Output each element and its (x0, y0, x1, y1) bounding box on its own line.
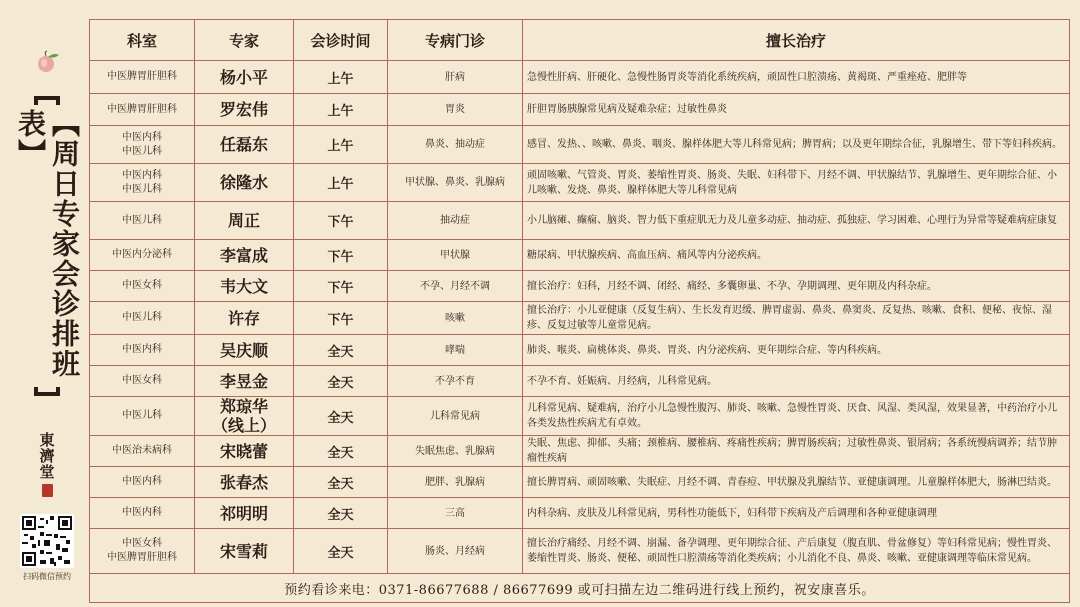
left-panel (0, 0, 88, 607)
specialty-cell: 擅长脾胃病、顽固咳嗽、失眠症、月经不调、青春痘、甲状腺及乳腺结节、亚健康调理。儿童腺样体肥大，肠淋巴结炎。 (523, 467, 1070, 498)
specialty-cell: 糖尿病、甲状腺疾病、高血压病、痛风等内分泌疾病。 (523, 240, 1070, 271)
booking-footer: 预约看诊来电：0371-86677688 / 86677699 或可扫描左边二维码进行线上预约，祝安康喜乐。 (90, 574, 1070, 603)
doctor-name-cell: 罗宏伟 (195, 94, 294, 126)
vertical-title (14, 96, 81, 396)
doctor-name-cell: 杨小平 (195, 61, 294, 94)
specialty-cell: 擅长治疗痛经、月经不调、崩漏、备孕调理、更年期综合征、产后康复（腹直肌、骨盆修复）等妇科常见病；慢性胃炎、萎缩性胃炎、肠炎、便秘、顽固性口腔溃疡等消化类疾病；小儿消化不良、鼻炎、咳嗽、亚健康调理等临床常见病。 (523, 529, 1070, 574)
specialty-cell: 急慢性肝病、肝硬化、急慢性肠胃炎等消化系统疾病，顽固性口腔溃疡、黄褐斑、严重痤疮、肥胖等 (523, 61, 1070, 94)
table-row (90, 240, 1070, 271)
consult-time-cell: 全天 (294, 498, 388, 529)
clinic-cell: 哮喘 (388, 335, 523, 366)
doctor-name-cell: 周正 (195, 202, 294, 240)
department-cell: 中医女科 (90, 271, 195, 302)
consult-time-cell: 全天 (294, 467, 388, 498)
doctor-name-cell: 任磊东 (195, 126, 294, 164)
footer-row (90, 574, 1070, 603)
consult-time-cell: 全天 (294, 397, 388, 436)
clinic-cell: 不孕、月经不调 (388, 271, 523, 302)
clinic-cell: 胃炎 (388, 94, 523, 126)
consult-time-cell: 上午 (294, 94, 388, 126)
table-row (90, 126, 1070, 164)
specialty-cell: 儿科常见病、疑难病，治疗小儿急慢性腹泻、肺炎、咳嗽、急慢性胃炎、厌食、风湿、类风湿，效果显著，中药治疗小儿各类发热性疾病尤有卓效。 (523, 397, 1070, 436)
department-cell: 中医儿科 (90, 302, 195, 335)
peach-icon (34, 50, 60, 74)
specialty-cell: 感冒、发热、、咳嗽、鼻炎、咽炎、腺样体肥大等儿科常见病；脾胃病；以及更年期综合征，乳腺增生、带下等妇科疾病。 (523, 126, 1070, 164)
department-cell: 中医脾胃肝胆科 (90, 61, 195, 94)
consult-time-cell: 全天 (294, 335, 388, 366)
department-cell: 中医儿科 (90, 397, 195, 436)
consult-time-cell: 下午 (294, 271, 388, 302)
doctor-name-cell: 张春杰 (195, 467, 294, 498)
department-cell: 中医内科 中医儿科 (90, 126, 195, 164)
specialty-cell: 内科杂病、皮肤及儿科常见病，男科性功能低下，妇科带下疾病及产后调理和各种亚健康调理 (523, 498, 1070, 529)
consult-time-cell: 上午 (294, 126, 388, 164)
doctor-name-cell: 宋雪莉 (195, 529, 294, 574)
table-row (90, 61, 1070, 94)
page-title: 【周日专家会诊排班表】 (14, 108, 81, 379)
department-cell: 中医治未病科 (90, 436, 195, 467)
header-clinic: 专病门诊 (388, 20, 523, 61)
brand-name: 東濟堂 (37, 432, 56, 480)
specialty-cell: 小儿脑瘫、癫痫、脑炎、智力低下重症肌无力及儿童多动症、抽动症、孤独症、学习困难、心理行为异常等疑难病症康复 (523, 202, 1070, 240)
doctor-name-cell: 徐隆水 (195, 164, 294, 202)
table-row (90, 397, 1070, 436)
header-doctor: 专家 (195, 20, 294, 61)
specialty-cell: 顽固咳嗽、气管炎、胃炎、萎缩性胃炎、肠炎、失眠、妇科带下、月经不调、甲状腺结节、乳腺增生、更年期综合征、小儿咳嗽、发烧、鼻炎、腺样体肥大等儿科常见病 (523, 164, 1070, 202)
clinic-cell: 咳嗽 (388, 302, 523, 335)
department-cell: 中医内分泌科 (90, 240, 195, 271)
clinic-cell: 甲状腺 (388, 240, 523, 271)
qr-code-icon[interactable] (20, 514, 74, 568)
clinic-cell: 肝病 (388, 61, 523, 94)
brand-logo (36, 432, 58, 497)
table-row (90, 529, 1070, 574)
clinic-cell: 三高 (388, 498, 523, 529)
doctor-name-cell: 郑琼华 （线上） (195, 397, 294, 436)
clinic-cell: 肥胖、乳腺病 (388, 467, 523, 498)
consult-time-cell: 全天 (294, 436, 388, 467)
doctor-name-cell: 李富成 (195, 240, 294, 271)
department-cell: 中医脾胃肝胆科 (90, 94, 195, 126)
clinic-cell: 甲状腺、鼻炎、乳腺病 (388, 164, 523, 202)
specialty-cell: 擅长治疗：小儿亚健康（反复生病）、生长发育迟缓、脾胃虚弱、鼻炎、鼻窦炎、反复热、咳嗽、食积、便秘、夜惊、湿疹、反复过敏等儿童常见病。 (523, 302, 1070, 335)
specialty-cell: 肝胆胃肠胰腺常见病及疑难杂症；过敏性鼻炎 (523, 94, 1070, 126)
consult-time-cell: 全天 (294, 529, 388, 574)
table-row (90, 202, 1070, 240)
table-row (90, 164, 1070, 202)
consult-time-cell: 上午 (294, 61, 388, 94)
department-cell: 中医内科 (90, 467, 195, 498)
consult-time-cell: 全天 (294, 366, 388, 397)
table-row (90, 94, 1070, 126)
consult-time-cell: 下午 (294, 202, 388, 240)
clinic-cell: 儿科常见病 (388, 397, 523, 436)
table-row (90, 467, 1070, 498)
table-header-row (90, 20, 1070, 61)
doctor-name-cell: 祁明明 (195, 498, 294, 529)
clinic-cell: 不孕不育 (388, 366, 523, 397)
clinic-cell: 失眠焦虑、乳腺病 (388, 436, 523, 467)
consult-time-cell: 下午 (294, 302, 388, 335)
header-department: 科室 (90, 20, 195, 61)
doctor-name-cell: 吴庆顺 (195, 335, 294, 366)
doctor-name-cell: 宋晓蕾 (195, 436, 294, 467)
department-cell: 中医内科 (90, 498, 195, 529)
specialty-cell: 肺炎、喉炎、扁桃体炎、鼻炎、胃炎、内分泌疾病、更年期综合症、等内科疾病。 (523, 335, 1070, 366)
department-cell: 中医儿科 (90, 202, 195, 240)
clinic-cell: 抽动症 (388, 202, 523, 240)
header-specialty: 擅长治疗 (523, 20, 1070, 61)
clinic-cell: 鼻炎、抽动症 (388, 126, 523, 164)
clinic-cell: 肠炎、月经病 (388, 529, 523, 574)
qr-caption: 扫码微信预约 (23, 572, 71, 581)
header-time: 会诊时间 (294, 20, 388, 61)
table-row (90, 271, 1070, 302)
department-cell: 中医内科 中医儿科 (90, 164, 195, 202)
consult-time-cell: 上午 (294, 164, 388, 202)
department-cell: 中医女科 中医脾胃肝胆科 (90, 529, 195, 574)
doctor-name-cell: 李昱金 (195, 366, 294, 397)
seal-stamp-icon (42, 484, 53, 497)
title-bracket-bottom (34, 387, 60, 396)
doctor-name-cell: 许存 (195, 302, 294, 335)
title-bracket-top (34, 96, 60, 105)
schedule-table (89, 19, 1070, 603)
table-row (90, 498, 1070, 529)
table-row (90, 366, 1070, 397)
table-row (90, 302, 1070, 335)
specialty-cell: 失眠、焦虑、抑郁、头痛；颈椎病、腰椎病、疼痛性疾病；脾胃肠疾病；过敏性鼻炎、银屑病；各系统慢病调养；结节肿瘤性疾病 (523, 436, 1070, 467)
specialty-cell: 擅长治疗：妇科，月经不调、闭经、痛经、多囊卵巢、不孕、孕期调理、更年期及内科杂症。 (523, 271, 1070, 302)
doctor-name-cell: 韦大文 (195, 271, 294, 302)
department-cell: 中医女科 (90, 366, 195, 397)
table-row (90, 436, 1070, 467)
specialty-cell: 不孕不育、妊娠病、月经病，儿科常见病。 (523, 366, 1070, 397)
consult-time-cell: 下午 (294, 240, 388, 271)
table-row (90, 335, 1070, 366)
department-cell: 中医内科 (90, 335, 195, 366)
